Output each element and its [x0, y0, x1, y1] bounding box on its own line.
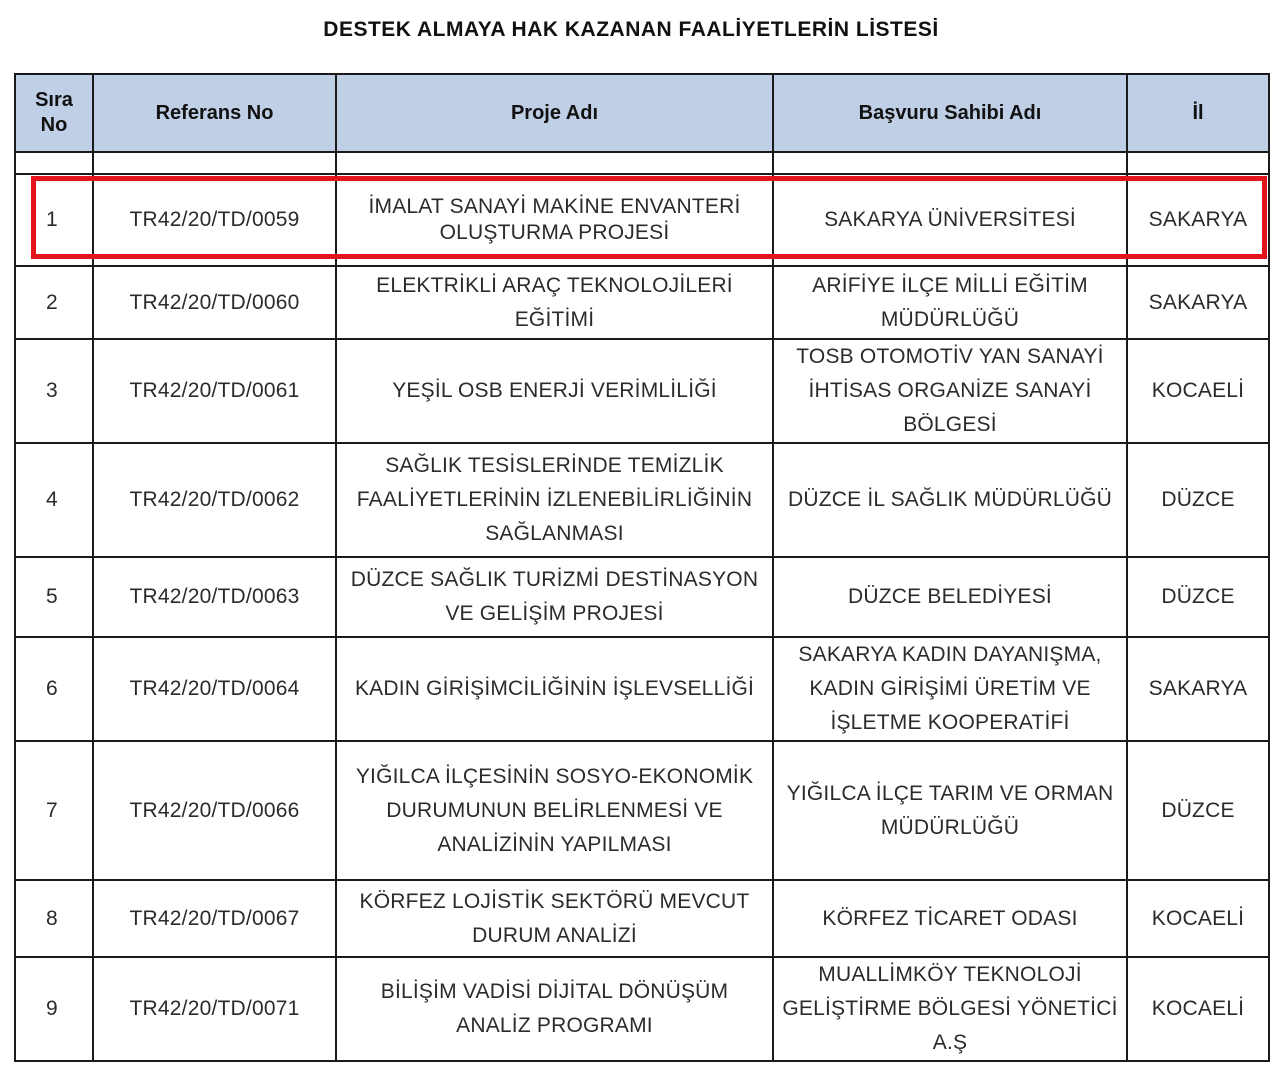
column-header-sira: Sıra No — [15, 74, 93, 152]
table-row — [15, 637, 1269, 741]
cell-il: SAKARYA — [1127, 266, 1269, 339]
cell-referans: TR42/20/TD/0060 — [93, 266, 336, 339]
cell-il: DÜZCE — [1127, 741, 1269, 880]
cell-proje: ELEKTRİKLİ ARAÇ TEKNOLOJİLERİ EĞİTİMİ — [336, 266, 773, 339]
cell-sira: 7 — [15, 741, 93, 880]
cell-basvuru: TOSB OTOMOTİV YAN SANAYİ İHTİSAS ORGANİZE SANAYİ BÖLGESİ — [773, 339, 1127, 443]
column-header-referans: Referans No — [93, 74, 336, 152]
cell-sira: 4 — [15, 443, 93, 557]
cell-proje: DÜZCE SAĞLIK TURİZMİ DESTİNASYON VE GELİŞİM PROJESİ — [336, 557, 773, 637]
cell-il: SAKARYA — [1127, 637, 1269, 741]
table-row — [15, 266, 1269, 339]
column-header-il: İl — [1127, 74, 1269, 152]
cell-referans: TR42/20/TD/0062 — [93, 443, 336, 557]
cell-basvuru: MUALLİMKÖY TEKNOLOJİ GELİŞTİRME BÖLGESİ YÖNETİCİ A.Ş — [773, 957, 1127, 1061]
cell-referans: TR42/20/TD/0066 — [93, 741, 336, 880]
cell-basvuru: DÜZCE İL SAĞLIK MÜDÜRLÜĞÜ — [773, 443, 1127, 557]
table-row — [15, 741, 1269, 880]
column-header-basvuru: Başvuru Sahibi Adı — [773, 74, 1127, 152]
table-row — [15, 443, 1269, 557]
cell-proje: SAĞLIK TESİSLERİNDE TEMİZLİK FAALİYETLERİNİN İZLENEBİLİRLİĞİNİN SAĞLANMASI — [336, 443, 773, 557]
cell-proje: YIĞILCA İLÇESİNİN SOSYO-EKONOMİK DURUMUNUN BELİRLENMESİ VE ANALİZİNİN YAPILMASI — [336, 741, 773, 880]
table-row — [15, 957, 1269, 1061]
cell-il: SAKARYA — [1127, 174, 1269, 266]
cell-referans: TR42/20/TD/0063 — [93, 557, 336, 637]
cell-basvuru: DÜZCE BELEDİYESİ — [773, 557, 1127, 637]
cell-referans: TR42/20/TD/0059 — [93, 174, 336, 266]
cell-referans: TR42/20/TD/0061 — [93, 339, 336, 443]
cell-basvuru: YIĞILCA İLÇE TARIM VE ORMAN MÜDÜRLÜĞÜ — [773, 741, 1127, 880]
cell-basvuru: ARİFİYE İLÇE MİLLİ EĞİTİM MÜDÜRLÜĞÜ — [773, 266, 1127, 339]
spacer-row — [15, 152, 1269, 174]
cell-proje: YEŞİL OSB ENERJİ VERİMLİLİĞİ — [336, 339, 773, 443]
table-row — [15, 339, 1269, 443]
cell-sira: 8 — [15, 880, 93, 957]
cell-basvuru: SAKARYA KADIN DAYANIŞMA, KADIN GİRİŞİMİ ÜRETİM VE İŞLETME KOOPERATİFİ — [773, 637, 1127, 741]
cell-proje: KADIN GİRİŞİMCİLİĞİNİN İŞLEVSELLİĞİ — [336, 637, 773, 741]
cell-il: KOCAELİ — [1127, 339, 1269, 443]
table-row — [15, 557, 1269, 637]
cell-sira: 1 — [15, 174, 93, 266]
cell-sira: 3 — [15, 339, 93, 443]
table-row — [15, 880, 1269, 957]
cell-referans: TR42/20/TD/0071 — [93, 957, 336, 1061]
header-row — [15, 74, 1269, 152]
cell-il: DÜZCE — [1127, 443, 1269, 557]
cell-proje: BİLİŞİM VADİSİ DİJİTAL DÖNÜŞÜM ANALİZ PROGRAMI — [336, 957, 773, 1061]
cell-basvuru: SAKARYA ÜNİVERSİTESİ — [773, 174, 1127, 266]
table-row — [15, 174, 1269, 266]
cell-basvuru: KÖRFEZ TİCARET ODASI — [773, 880, 1127, 957]
cell-proje: KÖRFEZ LOJİSTİK SEKTÖRÜ MEVCUT DURUM ANALİZİ — [336, 880, 773, 957]
cell-referans: TR42/20/TD/0064 — [93, 637, 336, 741]
column-header-proje: Proje Adı — [336, 74, 773, 152]
cell-il: KOCAELİ — [1127, 957, 1269, 1061]
cell-il: KOCAELİ — [1127, 880, 1269, 957]
cell-sira: 2 — [15, 266, 93, 339]
page-title: DESTEK ALMAYA HAK KAZANAN FAALİYETLERİN LİSTESİ — [323, 18, 939, 41]
activities-table — [14, 73, 1270, 1062]
cell-proje: İMALAT SANAYİ MAKİNE ENVANTERİ OLUŞTURMA PROJESİ — [336, 174, 773, 266]
cell-referans: TR42/20/TD/0067 — [93, 880, 336, 957]
cell-sira: 9 — [15, 957, 93, 1061]
cell-sira: 6 — [15, 637, 93, 741]
cell-sira: 5 — [15, 557, 93, 637]
cell-il: DÜZCE — [1127, 557, 1269, 637]
